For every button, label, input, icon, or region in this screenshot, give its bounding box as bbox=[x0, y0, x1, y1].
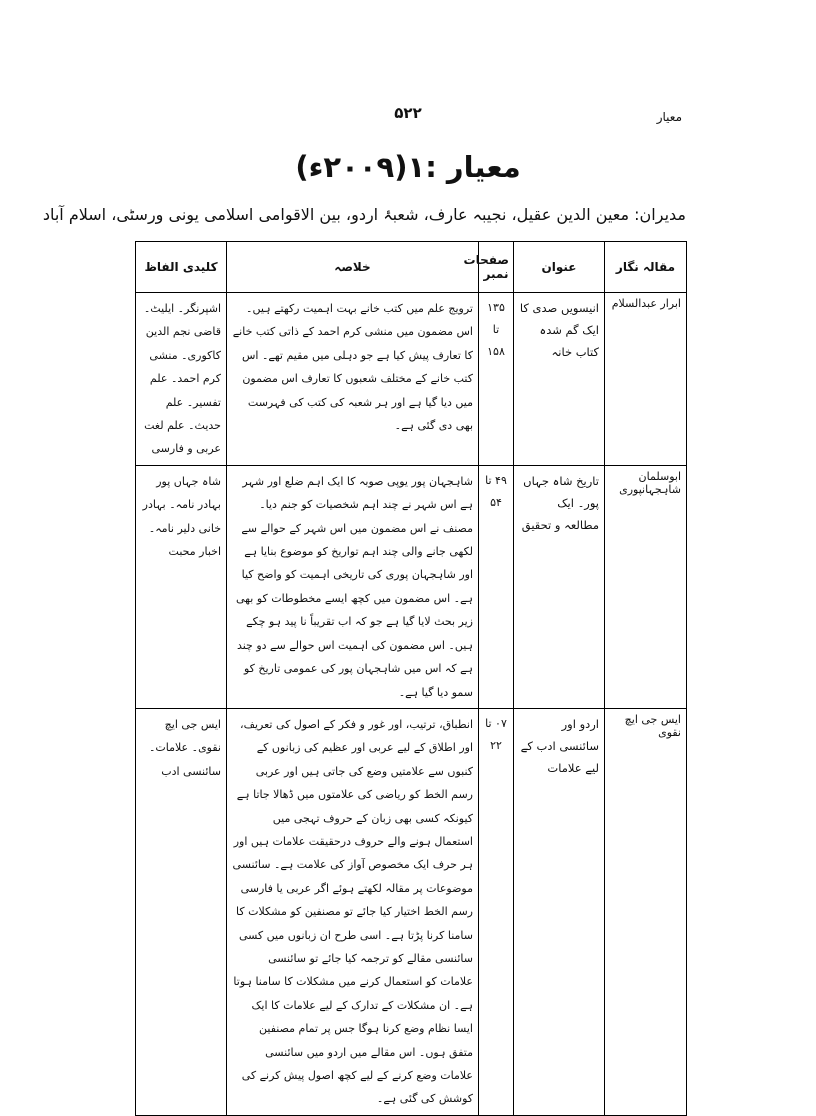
cell-topic: تاریخ شاہ جہاں پور۔ ایک مطالعہ و تحقیق bbox=[514, 465, 605, 708]
cell-author: ابوسلمان شاہجہانپوری bbox=[605, 465, 687, 708]
editors-line: مدیران: معین الدین عقیل، نجیبہ عارف، شعبۂ اردو، بین الاقوامی اسلامی یونی ورسٹی، اسلام آباد bbox=[42, 205, 686, 224]
cell-pages: ۴۹ تا ۵۴ bbox=[479, 465, 514, 708]
cell-summary: شاہجہان پور یوپی صوبہ کا ایک اہم ضلع اور شہر ہے اس شہر نے چند اہم شخصیات کو جنم دیا۔ مصنف نے اس مضمون میں اس شہر کے حوالے سے لکھی جانے والی چند اہم تواریخ کو موضوع بنایا ہے اور شاہجہان پوری کی تاریخی اہمیت کو واضح کیا ہے۔ اس مضمون میں کچھ ایسے مخطوطات کو بھی زیر بحث لایا گیا ہے جو کہ اب تقریباً نا پید ہو چکے ہیں۔ اس مضمون کی اہمیت اس حوالے سے دو چند ہے کہ اس میں شاہجہان پور کی عمومی تاریخ کو سمو دیا گیا ہے۔ bbox=[227, 465, 479, 708]
cell-author: ابرار عبدالسلام bbox=[605, 293, 687, 466]
table-row bbox=[136, 293, 687, 466]
table-row bbox=[136, 465, 687, 708]
cell-pages: ۱۳۵ تا ۱۵۸ bbox=[479, 293, 514, 466]
cell-pages: ۰۷ تا ۲۲ bbox=[479, 708, 514, 1115]
table-row bbox=[136, 708, 687, 1115]
column-header-topic: عنوان bbox=[514, 242, 605, 293]
page-number: ۵۲۲ bbox=[394, 104, 422, 122]
cell-keywords: شاہ جہاں پور بہادر نامہ۔ بہادر خانی دلیر نامہ۔ اخبار محبت bbox=[136, 465, 227, 708]
cell-summary: ترویج علم میں کتب خانے بہت اہمیت رکھتے ہیں۔ اس مضمون میں منشی کرم احمد کے ذاتی کتب خانے کا تعارف پیش کیا ہے جو دہلی میں مقیم تھے۔ اس کتب خانے کے مختلف شعبوں کا تعارف اس مضمون میں دیا گیا ہے اور ہر شعبہ کی کتب کی فہرست بھی دی گئی ہے۔ bbox=[227, 293, 479, 466]
cell-keywords: اشپرنگر۔ ایلیٹ۔ قاضی نجم الدین کاکوری۔ منشی کرم احمد۔ علم تفسیر۔ علم حدیث۔ علم لغت عربی و فارسی bbox=[136, 293, 227, 466]
cell-author: ایس جی ایچ نقوی bbox=[605, 708, 687, 1115]
cell-summary: انطباق، ترتیب، اور غور و فکر کے اصول کی تعریف، اور اطلاق کے لیے عربی اور عظیم کی زبانوں کے کنبوں سے علامتیں وضع کی جاتی ہیں اور عربی رسم الخط کو ریاضی کی علامتوں میں ڈھالا جاتا ہے کیونکہ کسی بھی زبان کے حروف تہجی میں استعمال ہونے والے حروف درحقیقت علامات ہیں اور ہر حرف ایک مخصوص آواز کی علامت ہے۔ سائنسی موضوعات پر مقالہ لکھتے ہوئے اگر عربی یا فارسی رسم الخط اختیار کیا جائے تو مصنفین کو مشکلات کا سامنا کرنا پڑتا ہے۔ اسی طرح ان زبانوں میں کسی سائنسی مقالے کو ترجمہ کیا جائے تو سائنسی علامات کو استعمال کرنے میں مشکلات کا سامنا ہوتا ہے۔ ان مشکلات کے تدارک کے لیے علامات کا ایک ایسا نظام وضع کرنا ہوگا جس پر تمام مصنفین متفق ہوں۔ اس مقالے میں اردو میں سائنسی علامات وضع کرنے کے لیے کچھ اصول پیش کرنے کی کوشش کی گئی ہے۔ bbox=[227, 708, 479, 1115]
cell-topic: اردو اور سائنسی ادب کے لیے علامات bbox=[514, 708, 605, 1115]
journal-title: معیار :۱(۲۰۰۹ء) bbox=[295, 150, 521, 184]
column-header-pages: صفحات نمبر bbox=[479, 242, 514, 293]
article-index-table bbox=[135, 241, 687, 1116]
running-title: معیار bbox=[656, 110, 682, 124]
column-header-keywords: کلیدی الفاظ bbox=[136, 242, 227, 293]
column-header-author: مقالہ نگار bbox=[605, 242, 687, 293]
cell-topic: انیسویں صدی کا ایک گم شدہ کتاب خانہ bbox=[514, 293, 605, 466]
cell-keywords: ایس جی ایچ نقوی۔ علامات۔ سائنسی ادب bbox=[136, 708, 227, 1115]
table-header-row bbox=[136, 242, 687, 293]
column-header-summary: خلاصہ bbox=[227, 242, 479, 293]
page-header bbox=[0, 104, 816, 130]
